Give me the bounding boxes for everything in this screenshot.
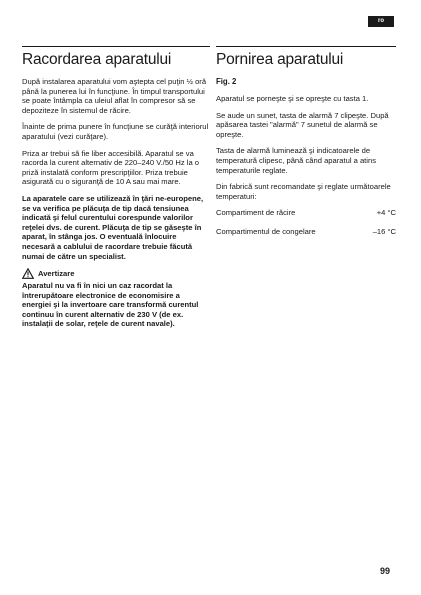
paragraph: Înainte de prima punere în funcţiune se curăţă interiorul aparatului (vezi curăţare). (22, 122, 209, 141)
paragraph: Priza ar trebui să fie liber accesibilă. Aparatul se va racorda la curent alternativ de 220–240 V./50 Hz la o priză instalată conform prescripţiilor. Priza trebuie asigurată cu o siguranţă de 10 A sau mai mare. (22, 148, 200, 187)
temperature-list (216, 208, 396, 236)
paragraph: Se aude un sunet, tasta de alarmă 7 clipeşte. După apăsarea tastei "alarmă" 7 sunetul de alarmă se opreşte. (216, 110, 389, 139)
temperature-label: Compartiment de răcire (216, 208, 296, 218)
section-title-startup: Pornirea aparatului (216, 51, 344, 68)
paragraph: După instalarea aparatului vom aştepta cel puţin ½ oră până la punerea lui în funcţiune. În timpul transportului se poate întâmpla ca uleiul aflat în compresor să se depoziteze în sistemul de răcire. (22, 77, 207, 115)
paragraph-bold: La aparatele care se utilizează în ţări ne-europene, se va verifica pe plăcuţa de tip dacă tensiunea indicată şi felul curentului corespunde valorilor reţelei dvs. de curent. Plăcuţa de tip se găseşte în aparat, în stânga jos. O eventuală înlocuire necesară a cablului de racordare trebuie făcută numai de către un specialist. (22, 193, 204, 261)
temperature-row (216, 208, 396, 218)
warning-title: Avertizare (38, 269, 75, 279)
warning-triangle-icon (22, 268, 34, 279)
section-rule (216, 46, 396, 47)
left-column (22, 46, 210, 336)
paragraph: Aparatul se porneşte şi se opreşte cu tasta 1. (216, 94, 369, 103)
temperature-value: +4 °C (376, 208, 396, 218)
paragraph: Tasta de alarmă luminează şi indicatoarele de temperatură clipesc, până când aparatul a atins temperaturile reglate. (216, 146, 376, 175)
right-column (216, 46, 396, 246)
paragraph: Din fabrică sunt recomandate şi reglate următoarele temperaturi: (216, 182, 391, 201)
page-number: 99 (380, 566, 391, 576)
temperature-label: Compartimentul de congelare (216, 226, 316, 236)
warning-text: Aparatul nu va fi în nici un caz racordat la întrerupătoare electronice de economisire a energiei şi la invertoare care transformă curentul continuu în curent alternativ de 230 V (de ex. instalaţii de solar, reţele de curent navale). (22, 281, 199, 329)
temperature-value: –16 °C (372, 226, 396, 236)
section-title-connection: Racordarea aparatului (22, 51, 172, 68)
temperature-row (216, 227, 396, 237)
warning-heading (22, 268, 210, 279)
figure-reference: Fig. 2 (216, 77, 237, 86)
section-rule (22, 46, 210, 47)
language-badge: ro (368, 16, 394, 27)
